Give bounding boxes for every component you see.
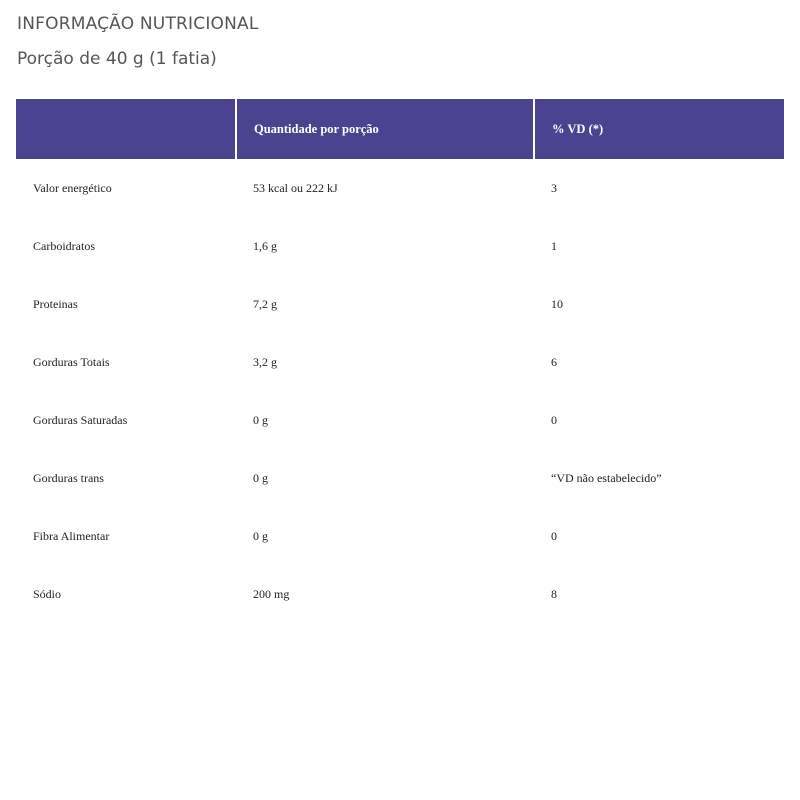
nutrient-dv: 1 (551, 238, 557, 253)
nutrient-dv: “VD não estabelecido” (551, 470, 662, 485)
nutrient-dv: 6 (551, 354, 557, 369)
nutrient-amount: 53 kcal ou 222 kJ (253, 180, 338, 195)
nutrient-name: Carboidratos (33, 238, 95, 253)
table-body (16, 159, 784, 623)
nutrient-name: Sódio (33, 586, 62, 601)
nutrient-dv: 0 (551, 528, 557, 543)
nutrient-name: Gorduras Totais (33, 354, 110, 369)
nutrient-name: Gorduras Saturadas (33, 412, 128, 427)
header-row (16, 99, 784, 159)
table-row (16, 391, 784, 449)
nutrient-dv: 3 (551, 180, 557, 195)
table-row (16, 275, 784, 333)
nutrient-amount: 0 g (253, 412, 268, 427)
table-row (16, 449, 784, 507)
table-row (16, 565, 784, 623)
table-row (16, 159, 784, 217)
nutrient-amount: 200 mg (253, 586, 290, 601)
table-row (16, 217, 784, 275)
nutrient-amount: 0 g (253, 470, 268, 485)
nutrient-name: Proteinas (33, 296, 78, 311)
nutrition-table (16, 99, 784, 623)
nutrient-amount: 3,2 g (253, 354, 277, 369)
table-row (16, 507, 784, 565)
nutrient-amount: 7,2 g (253, 296, 277, 311)
page-title: INFORMAÇÃO NUTRICIONAL (17, 14, 259, 34)
nutrient-name: Gorduras trans (33, 470, 104, 485)
column-header-nutrient (16, 99, 236, 159)
serving-size: Porção de 40 g (1 fatia) (17, 49, 217, 69)
table-header (16, 99, 784, 159)
nutrient-amount: 1,6 g (253, 238, 277, 253)
column-header-amount: Quantidade por porção (236, 99, 534, 159)
table-row (16, 333, 784, 391)
nutrient-dv: 8 (551, 586, 557, 601)
nutrient-name: Fibra Alimentar (33, 528, 110, 543)
nutrient-amount: 0 g (253, 528, 268, 543)
nutrient-dv: 0 (551, 412, 557, 427)
column-header-dv: % VD (*) (534, 99, 784, 159)
nutrient-name: Valor energético (33, 180, 112, 195)
nutrient-dv: 10 (551, 296, 563, 311)
